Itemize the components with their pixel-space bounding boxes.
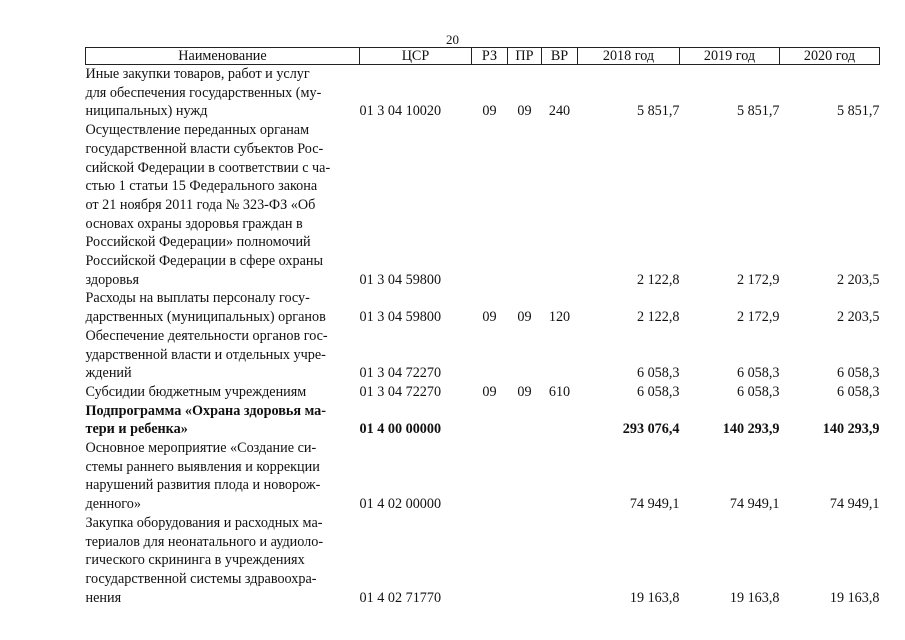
row-name-line: нарушений развития плода и новорож- bbox=[85, 477, 321, 494]
row-csr: 01 4 02 71770 bbox=[359, 589, 442, 606]
header-2019: 2019 год bbox=[680, 48, 780, 65]
row-name bbox=[86, 383, 360, 402]
row-2018: 293 076,4 bbox=[622, 421, 680, 438]
row-name-line: ударственной власти и отдельных учре- bbox=[85, 346, 326, 363]
row-name-line: здоровья bbox=[85, 271, 140, 288]
row-2018: 5 851,7 bbox=[636, 103, 680, 120]
row-vr: 240 bbox=[548, 103, 571, 120]
row-name-line: стью 1 статьи 15 Федерального закона bbox=[85, 178, 318, 195]
row-name-line: государственной власти субъектов Рос- bbox=[85, 140, 324, 157]
row-2019: 5 851,7 bbox=[736, 103, 780, 120]
row-name-line: Российской Федерации в сфере охраны bbox=[85, 253, 324, 270]
budget-table bbox=[85, 47, 880, 607]
row-csr: 01 3 04 72270 bbox=[359, 365, 442, 382]
table-row bbox=[86, 289, 880, 326]
row-2018: 2 122,8 bbox=[636, 309, 680, 326]
row-name-line: Закупка оборудования и расходных ма- bbox=[85, 514, 323, 531]
header-2020: 2020 год bbox=[780, 48, 880, 65]
row-pr: 09 bbox=[517, 383, 532, 400]
row-vr: 120 bbox=[548, 309, 571, 326]
row-rz bbox=[472, 439, 508, 514]
row-2018: 19 163,8 bbox=[629, 589, 680, 606]
row-name bbox=[86, 514, 360, 608]
row-csr: 01 3 04 59800 bbox=[359, 271, 442, 288]
row-2019: 2 172,9 bbox=[736, 309, 780, 326]
row-pr: 09 bbox=[517, 309, 532, 326]
row-name bbox=[86, 65, 360, 122]
row-rz bbox=[472, 327, 508, 383]
header-2018: 2018 год bbox=[578, 48, 680, 65]
row-vr bbox=[542, 327, 578, 383]
row-name-line: ниципальных) нужд bbox=[85, 103, 208, 120]
row-name-line: дарственных (муниципальных) органов bbox=[85, 309, 326, 326]
row-2019: 74 949,1 bbox=[729, 496, 780, 513]
row-name bbox=[86, 439, 360, 514]
header-rz: РЗ bbox=[472, 48, 508, 65]
row-name-line: Субсидии бюджетным учреждениям bbox=[85, 383, 307, 400]
row-pr: 09 bbox=[517, 103, 532, 120]
row-rz: 09 bbox=[482, 309, 497, 326]
row-name-line: нения bbox=[85, 589, 122, 606]
row-csr: 01 3 04 10020 bbox=[359, 103, 442, 120]
row-2020: 6 058,3 bbox=[836, 365, 880, 382]
row-rz bbox=[472, 121, 508, 289]
header-pr: ПР bbox=[508, 48, 542, 65]
table-row bbox=[86, 402, 880, 439]
row-name-line: денного» bbox=[85, 496, 141, 513]
row-name-line: Расходы на выплаты персоналу госу- bbox=[85, 290, 310, 307]
row-2018: 74 949,1 bbox=[629, 496, 680, 513]
header-name: Наименование bbox=[86, 48, 360, 65]
row-csr: 01 4 02 00000 bbox=[359, 496, 442, 513]
row-2020: 2 203,5 bbox=[836, 271, 880, 288]
row-name-line: Основное мероприятие «Создание си- bbox=[85, 440, 317, 457]
row-rz bbox=[472, 514, 508, 608]
row-name-line: Иные закупки товаров, работ и услуг bbox=[85, 66, 310, 82]
row-pr bbox=[508, 439, 542, 514]
row-vr: 610 bbox=[548, 383, 571, 400]
row-rz: 09 bbox=[482, 383, 497, 400]
row-name bbox=[86, 327, 360, 383]
row-name-line: териалов для неонатального и аудиоло- bbox=[85, 533, 324, 550]
row-2019: 6 058,3 bbox=[736, 365, 780, 382]
row-name-line: от 21 ноября 2011 года № 323-ФЗ «Об bbox=[85, 196, 316, 213]
row-name-line: Подпрограмма «Охрана здоровья ма- bbox=[85, 402, 326, 419]
row-pr bbox=[508, 402, 542, 439]
row-vr bbox=[542, 514, 578, 608]
row-csr: 01 3 04 59800 bbox=[359, 309, 442, 326]
table-row bbox=[86, 65, 880, 122]
row-2019: 19 163,8 bbox=[729, 589, 780, 606]
table-row bbox=[86, 439, 880, 514]
row-name bbox=[86, 289, 360, 326]
row-name-line: сийской Федерации в соответствии с ча- bbox=[85, 159, 331, 176]
row-name-line: тери и ребенка» bbox=[85, 421, 188, 438]
header-csr: ЦСР bbox=[360, 48, 472, 65]
row-2020: 5 851,7 bbox=[836, 103, 880, 120]
row-csr: 01 4 00 00000 bbox=[359, 421, 442, 438]
row-2020: 140 293,9 bbox=[822, 421, 880, 438]
row-csr: 01 3 04 72270 bbox=[359, 383, 442, 400]
row-name-line: для обеспечения государственных (му- bbox=[85, 84, 322, 101]
row-name-line: гического скрининга в учреждениях bbox=[85, 552, 305, 569]
row-pr bbox=[508, 514, 542, 608]
row-2020: 74 949,1 bbox=[829, 496, 880, 513]
table-row bbox=[86, 327, 880, 383]
row-vr bbox=[542, 121, 578, 289]
row-2018: 6 058,3 bbox=[636, 383, 680, 400]
row-pr bbox=[508, 121, 542, 289]
row-2019: 6 058,3 bbox=[736, 383, 780, 400]
row-vr bbox=[542, 402, 578, 439]
row-name-line: государственной системы здравоохра- bbox=[85, 570, 317, 587]
row-vr bbox=[542, 439, 578, 514]
table-row bbox=[86, 121, 880, 289]
page-number: 20 bbox=[446, 32, 459, 47]
row-name-line: стемы раннего выявления и коррекции bbox=[85, 458, 320, 475]
row-2020: 19 163,8 bbox=[829, 589, 880, 606]
row-2020: 2 203,5 bbox=[836, 309, 880, 326]
row-pr bbox=[508, 327, 542, 383]
table-header-row bbox=[86, 48, 880, 65]
row-name-line: основах охраны здоровья граждан в bbox=[85, 215, 303, 232]
table-row bbox=[86, 514, 880, 608]
row-rz: 09 bbox=[482, 103, 497, 120]
row-2018: 2 122,8 bbox=[636, 271, 680, 288]
row-2019: 140 293,9 bbox=[722, 421, 780, 438]
row-2018: 6 058,3 bbox=[636, 365, 680, 382]
row-name-line: Российской Федерации» полномочий bbox=[85, 234, 311, 251]
row-rz bbox=[472, 402, 508, 439]
row-2019: 2 172,9 bbox=[736, 271, 780, 288]
row-name bbox=[86, 402, 360, 439]
row-name bbox=[86, 121, 360, 289]
row-name-line: ждений bbox=[85, 365, 132, 382]
table-body bbox=[86, 65, 880, 608]
table-row bbox=[86, 383, 880, 402]
header-vr: ВР bbox=[542, 48, 578, 65]
row-2020: 6 058,3 bbox=[836, 383, 880, 400]
row-name-line: Осуществление переданных органам bbox=[85, 122, 310, 139]
row-name-line: Обеспечение деятельности органов гос- bbox=[85, 327, 328, 344]
